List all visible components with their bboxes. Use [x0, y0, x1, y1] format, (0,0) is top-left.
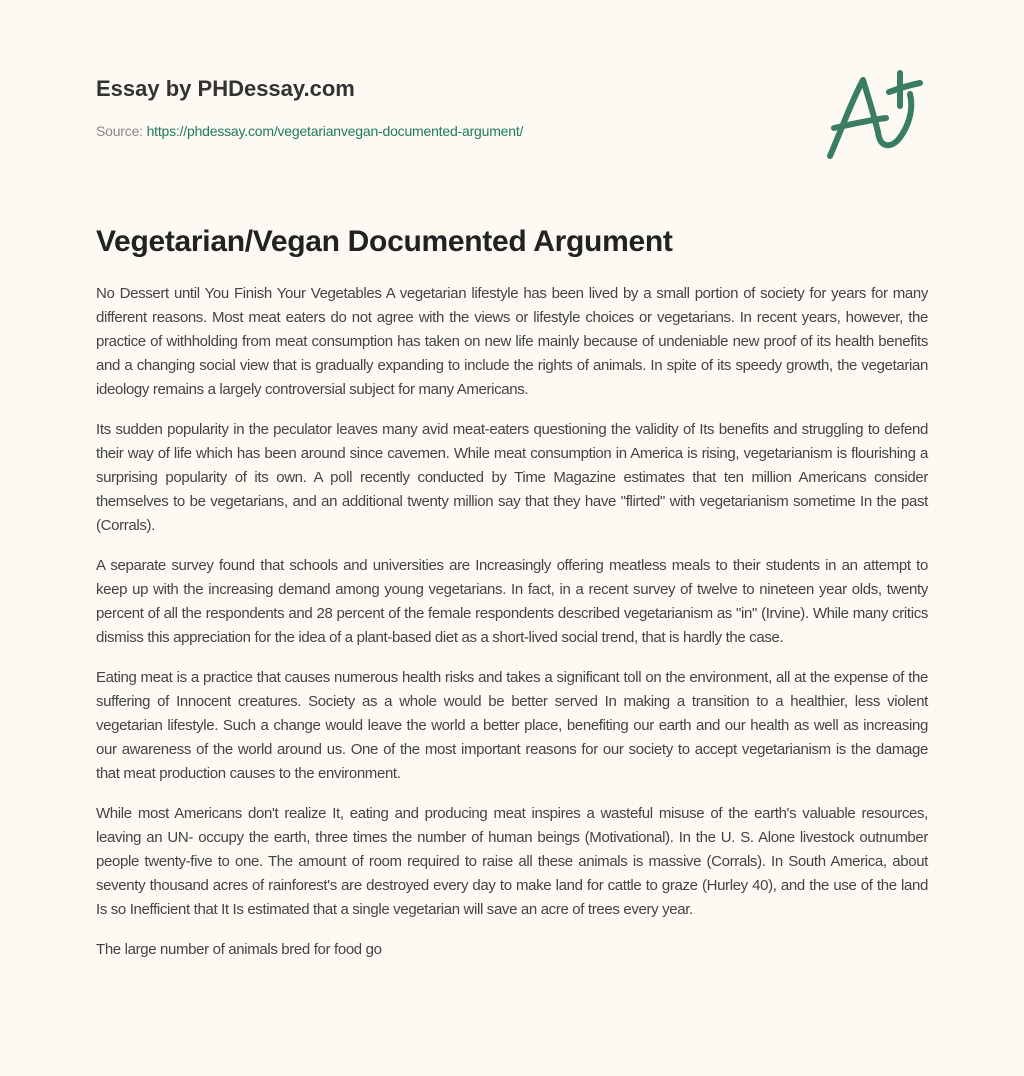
essay-paragraph: While most Americans don't realize It, eating and producing meat inspires a wasteful misuse of the earth's valuable resources, leaving an UN- occupy the earth, three times the number of human beings (Motivational). In the U. S. Alone livestock outnumber people twenty-five to one. The amount of room required to raise all these animals is massive (Corrals). In South America, about seventy thousand acres of rainforest's are destroyed every day to make land for cattle to graze (Hurley 40), and the use of the land Is so Inefficient that It Is estimated that a single vegetarian will save an acre of trees every year. [96, 805, 928, 918]
essay-paragraph: A separate survey found that schools and universities are Increasingly offering meatless meals to their students in an attempt to keep up with the increasing demand among young vegetarians. In fact, in a recent survey of twelve to nineteen year olds, twenty percent of all the respondents and 28 percent of the female respondents described vegetarianism as "in" (Irvine). While many critics dismiss this appreciation for the idea of a plant-based diet as a short-lived social trend, that is hardly the case. [96, 557, 928, 646]
essay-paragraph: Its sudden popularity in the peculator leaves many avid meat-eaters questioning the validity of Its benefits and struggling to defend their way of life which has been around since cavemen. While meat consumption in America is rising, vegetarianism is flourishing a surprising popularity of its own. A poll recently conducted by Time Magazine estimates that ten million Americans consider themselves to be vegetarians, and an additional twenty million say that they have "flirted" with vegetarianism sometime In the past (Corrals). [96, 421, 928, 534]
source-label: Source: [96, 123, 143, 139]
source-line [96, 123, 523, 139]
site-title: Essay by PHDessay.com [96, 76, 355, 101]
essay-body [96, 282, 928, 978]
essay-paragraph: No Dessert until You Finish Your Vegetables A vegetarian lifestyle has been lived by a small portion of society for years for many different reasons. Most meat eaters do not agree with the views or lifestyle choices or vegetarians. In recent years, however, the practice of withholding from meat consumption has taken on new life mainly because of undeniable new proof of its health benefits and a changing social view that is gradually expanding to include the rights of animals. In spite of its speedy growth, the vegetarian ideology remains a largely controversial subject for many Americans. [96, 285, 928, 398]
essay-paragraph: Eating meat is a practice that causes numerous health risks and takes a significant toll on the environment, all at the expense of the suffering of Innocent creatures. Society as a whole would be better served In making a transition to a healthier, less violent vegetarian lifestyle. Such a change would leave the world a better place, benefiting our earth and our health as well as increasing our awareness of the world around us. One of the most important reasons for our society to accept vegetarianism is the damage that meat production causes to the environment. [96, 669, 928, 782]
essay-title: Vegetarian/Vegan Documented Argument [96, 225, 673, 258]
essay-paragraph: The large number of animals bred for food go [96, 941, 382, 958]
source-link[interactable]: https://phdessay.com/vegetarianvegan-documented-argument/ [146, 123, 524, 139]
a-plus-logo-icon [800, 60, 950, 170]
